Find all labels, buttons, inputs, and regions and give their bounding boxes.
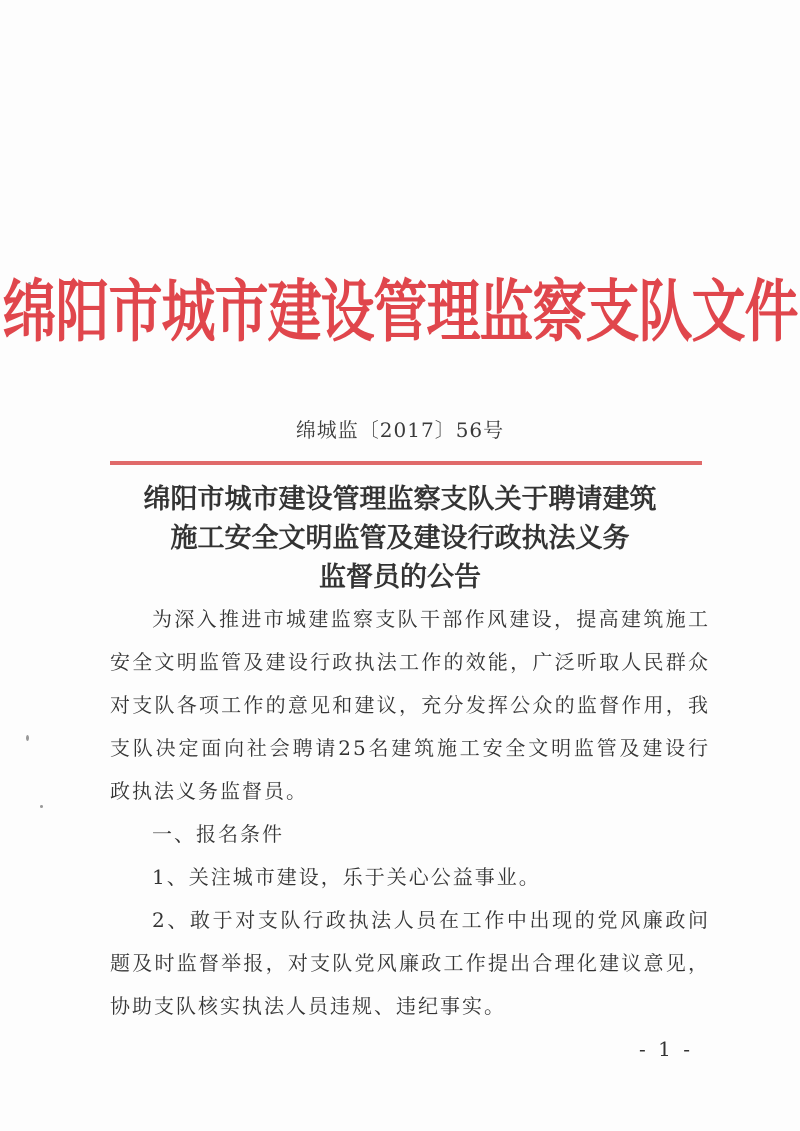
document-body	[110, 598, 710, 1028]
title-line-2: 施工安全文明监管及建设行政执法义务	[170, 523, 630, 554]
condition-item-2: 2、敢于对支队行政执法人员在工作中出现的党风廉政问题及时监督举报，对支队党风廉政工作提出合理化建议意见，协助支队核实执法人员违规、违纪事实。	[110, 908, 710, 1018]
section-heading-registration-conditions: 一、报名条件	[152, 822, 284, 846]
red-divider-line	[110, 461, 702, 465]
condition-item-1: 1、关注城市建设，乐于关心公益事业。	[152, 865, 541, 889]
scan-speck	[40, 805, 43, 808]
document-number: 绵城监〔2017〕56号	[295, 418, 505, 442]
title-line-3: 监督员的公告	[319, 562, 481, 593]
page-number: - 1 -	[639, 1037, 693, 1061]
title-line-1: 绵阳市城市建设管理监察支队关于聘请建筑	[143, 484, 657, 515]
scan-speck	[26, 735, 29, 741]
intro-paragraph: 为深入推进市城建监察支队干部作风建设，提高建筑施工安全文明监管及建设行政执法工作的效能，广泛听取人民群众对支队各项工作的意见和建议，充分发挥公众的监督作用，我支队决定面向社会聘请25名建筑施工安全文明监管及建设行政执法义务监督员。	[110, 607, 710, 803]
masthead-title: 绵阳市城市建设管理监察支队文件	[2, 271, 798, 352]
announcement-title	[60, 480, 740, 597]
